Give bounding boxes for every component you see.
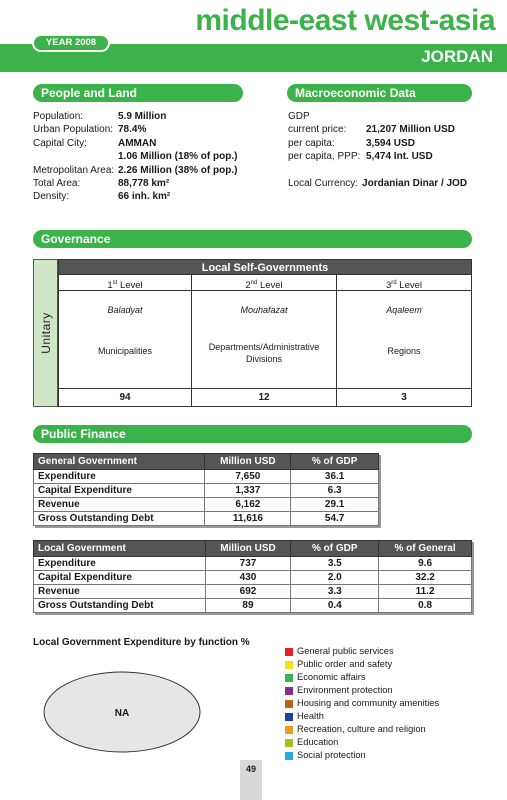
legend-label: Health bbox=[297, 711, 324, 721]
macro-row: current price: 21,207 Million USD bbox=[288, 124, 455, 136]
level-title: 1st Level bbox=[59, 275, 191, 291]
macro-header: Macroeconomic Data bbox=[287, 84, 472, 102]
level-count: 12 bbox=[192, 388, 336, 406]
level-local-name: Mouhafazat bbox=[240, 305, 288, 315]
public-finance-header: Public Finance bbox=[33, 425, 472, 443]
people-row: Total Area: 88,778 km² bbox=[33, 178, 170, 190]
legend-label: General public services bbox=[297, 646, 394, 656]
expenditure-na-ellipse bbox=[40, 668, 205, 758]
people-row: Population: 5.9 Million bbox=[33, 111, 167, 122]
legend-swatch bbox=[285, 726, 293, 734]
people-land-header: People and Land bbox=[33, 84, 243, 102]
legend-item bbox=[285, 736, 439, 749]
legend-label: Economic affairs bbox=[297, 672, 366, 682]
page-number: 49 bbox=[245, 764, 256, 774]
legend-item bbox=[285, 645, 439, 658]
legend-swatch bbox=[285, 648, 293, 656]
na-label: NA bbox=[114, 708, 130, 719]
legend-item bbox=[285, 658, 439, 671]
level-column bbox=[192, 275, 337, 406]
level-title: 3rd Level bbox=[337, 275, 471, 291]
legend-label: Recreation, culture and religion bbox=[297, 724, 426, 734]
legend-swatch bbox=[285, 687, 293, 695]
level-count: 94 bbox=[59, 388, 191, 406]
table-row: Expenditure 7,650 36.1 bbox=[34, 470, 379, 484]
year-badge: YEAR 2008 bbox=[32, 34, 110, 52]
people-row: Urban Population: 78.4% bbox=[33, 124, 147, 136]
level-description: Regions bbox=[387, 346, 421, 356]
macro-row: per capita, PPP: 5,474 Int. USD bbox=[288, 151, 433, 163]
people-row: Density: 66 inh. km² bbox=[33, 191, 171, 203]
expenditure-chart-title: Local Government Expenditure by function % bbox=[33, 637, 250, 648]
table-header-row: Local Government Million USD % of GDP % of General bbox=[34, 541, 472, 557]
table-row: Gross Outstanding Debt 11,616 54.7 bbox=[34, 512, 379, 526]
level-local-name: Baladyat bbox=[107, 305, 143, 315]
people-row: Capital City: AMMAN bbox=[33, 137, 157, 149]
table-row: Capital Expenditure 1,337 6.3 bbox=[34, 484, 379, 498]
unitary-label: Unitary bbox=[33, 259, 58, 407]
legend-label: Education bbox=[297, 737, 339, 747]
legend-swatch bbox=[285, 674, 293, 682]
legend-item bbox=[285, 749, 439, 762]
general-government-table bbox=[33, 453, 379, 526]
level-description: Departments/Administrative Divisions bbox=[208, 342, 320, 364]
macro-list bbox=[288, 110, 498, 190]
legend-label: Environment protection bbox=[297, 685, 393, 695]
level-column bbox=[59, 275, 192, 406]
level-title: 2nd Level bbox=[192, 275, 336, 291]
table-row: Capital Expenditure 430 2.0 32.2 bbox=[34, 571, 472, 585]
legend-label: Public order and safety bbox=[297, 659, 393, 669]
legend-label: Housing and community amenities bbox=[297, 698, 440, 708]
level-local-name: Aqaleem bbox=[386, 305, 422, 315]
table-row: Expenditure 737 3.5 9.6 bbox=[34, 557, 472, 571]
macro-row: per capita: 3,594 USD bbox=[288, 137, 415, 149]
governance-header: Governance bbox=[33, 230, 472, 248]
legend-swatch bbox=[285, 739, 293, 747]
legend-item bbox=[285, 723, 439, 736]
legend-item bbox=[285, 710, 439, 723]
level-description: Municipalities bbox=[97, 346, 153, 356]
governance-grid bbox=[58, 275, 472, 407]
legend-item bbox=[285, 684, 439, 697]
legend-swatch bbox=[285, 713, 293, 721]
legend-swatch bbox=[285, 661, 293, 669]
legend-label: Social protection bbox=[297, 750, 366, 760]
gdp-label: GDP bbox=[288, 111, 310, 122]
people-row: Metropolitan Area: 2.26 Million (38% of pop.) bbox=[33, 164, 238, 176]
legend-swatch bbox=[285, 752, 293, 760]
local-self-governments-header: Local Self-Governments bbox=[58, 259, 472, 275]
level-column bbox=[337, 275, 471, 406]
legend-item bbox=[285, 697, 439, 710]
level-count: 3 bbox=[337, 388, 471, 406]
table-row: Gross Outstanding Debt 89 0.4 0.8 bbox=[34, 599, 472, 613]
currency-row: Local Currency: Jordanian Dinar / JOD bbox=[288, 177, 468, 189]
people-land-list bbox=[33, 110, 283, 204]
table-row: Revenue 6,162 29.1 bbox=[34, 498, 379, 512]
legend-swatch bbox=[285, 700, 293, 708]
expenditure-legend bbox=[285, 645, 439, 762]
table-header-row: General Government Million USD % of GDP bbox=[34, 454, 379, 470]
country-name: JORDAN bbox=[421, 47, 493, 66]
local-government-table bbox=[33, 540, 472, 613]
region-title: middle-east west-asia bbox=[195, 4, 495, 37]
legend-item bbox=[285, 671, 439, 684]
people-row: 1.06 Million (18% of pop.) bbox=[118, 151, 238, 163]
table-row: Revenue 692 3.3 11.2 bbox=[34, 585, 472, 599]
